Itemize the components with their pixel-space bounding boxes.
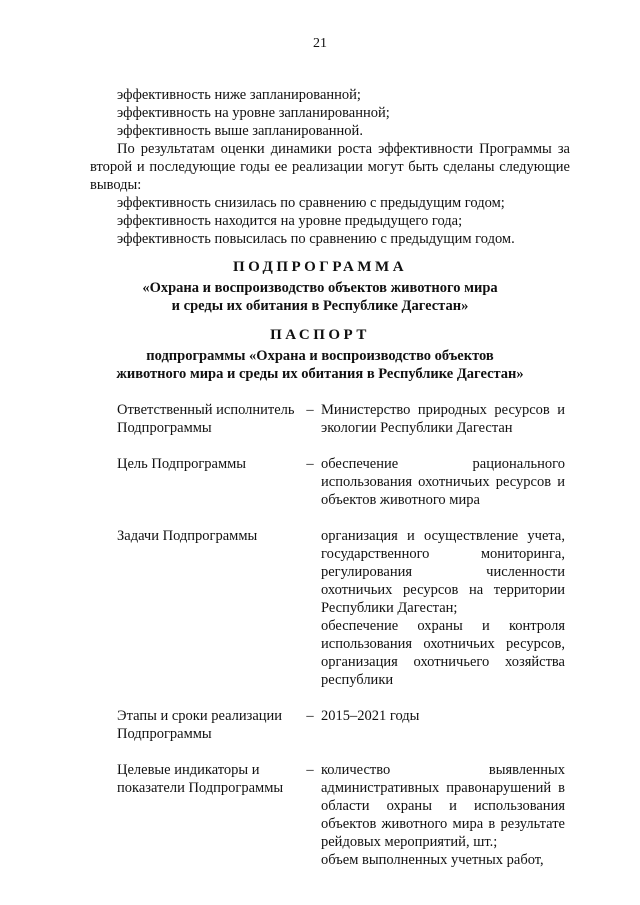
page-number: 21 (313, 36, 327, 51)
passport-heading-block (0, 327, 640, 383)
list-item: эффективность ниже запланированной; (117, 87, 361, 103)
row-label: Целевые индикаторы и показатели Подпрограммы (117, 762, 284, 796)
list-item: эффективность на уровне запланированной; (117, 105, 390, 121)
row-value (321, 527, 565, 707)
row-dash (299, 527, 321, 707)
row-label: Задачи Подпрограммы (117, 528, 258, 544)
subprogram-title-line-1: «Охрана и воспроизводство объектов животного мира (142, 280, 498, 296)
table-row (117, 527, 565, 707)
subprogram-heading-block (0, 259, 640, 315)
row-label: Этапы и сроки реализации Подпрограммы (117, 708, 283, 742)
passport-title-line-2: животного мира и среды их обитания в Республике Дагестан» (116, 366, 524, 382)
passport-table (117, 401, 565, 869)
row-value-part: обеспечение охраны и контроля использования охотничьих ресурсов, организация охотничьего хозяйства республики (321, 618, 565, 688)
table-row (117, 455, 565, 527)
row-value: 2015–2021 годы (321, 708, 420, 724)
row-value-part: количество выявленных административных правонарушений в области охраны и использования объектов животного мира в результате рейдовых мероприятий, шт.; (321, 762, 565, 850)
intro-text (90, 86, 570, 248)
conclusion-paragraph: По результатам оценки динамики роста эффективности Программы за второй и последующие годы ее реализации могут быть сделаны следующие выводы: (90, 141, 570, 193)
subprogram-title-line-2: и среды их обитания в Республике Дагестан» (171, 298, 469, 314)
row-label: Ответственный исполнитель Подпрограммы (117, 402, 295, 436)
passport-title-line-1: подпрограммы «Охрана и воспроизводство объектов (146, 348, 494, 364)
list-item: эффективность повысилась по сравнению с предыдущим годом. (117, 231, 515, 247)
list-item: эффективность снизилась по сравнению с предыдущим годом; (117, 195, 505, 211)
row-value: Министерство природных ресурсов и экологии Республики Дагестан (321, 402, 565, 436)
row-dash: – (306, 762, 314, 778)
row-value-part: объем выполненных учетных работ, (321, 852, 544, 868)
row-dash: – (306, 402, 314, 418)
table-row (117, 401, 565, 455)
list-item: эффективность выше запланированной. (117, 123, 363, 139)
row-label: Цель Подпрограммы (117, 456, 247, 472)
row-dash: – (306, 456, 314, 472)
subprogram-heading: ПОДПРОГРАММА (232, 259, 408, 275)
passport-heading: ПАСПОРТ (270, 327, 370, 343)
row-value-part: организация и осуществление учета, государственного мониторинга, регулирования численности охотничьих ресурсов на территории Республики Дагестан; (321, 528, 565, 616)
row-value: обеспечение рационального использования охотничьих ресурсов и объектов животного мира (321, 456, 565, 508)
table-row (117, 761, 565, 869)
table-row (117, 707, 565, 761)
row-dash: – (306, 708, 314, 724)
row-value (321, 761, 565, 869)
list-item: эффективность находится на уровне предыдущего года; (117, 213, 463, 229)
